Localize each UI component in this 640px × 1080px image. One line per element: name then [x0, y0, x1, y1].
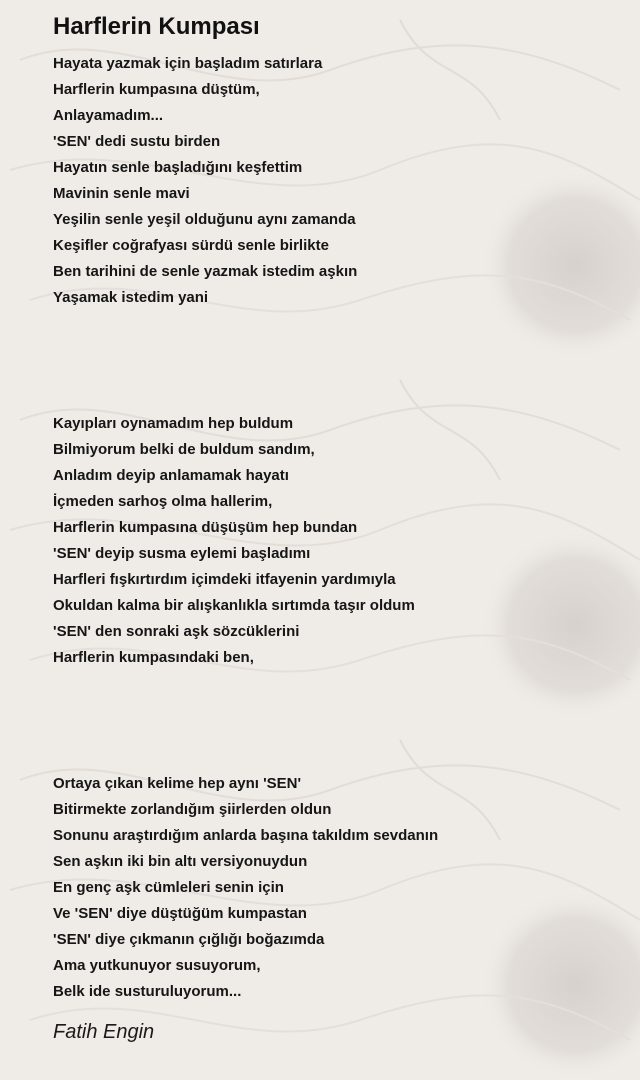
poem-line: Hayata yazmak için başladım satırlara — [53, 55, 323, 72]
poem-line: Keşifler coğrafyası sürdü senle birlikte — [53, 237, 329, 254]
poem-line: Kayıpları oynamadım hep buldum — [53, 415, 294, 432]
poem-line: 'SEN' deyip susma eylemi başladımı — [53, 545, 311, 562]
poem-line: Ama yutkunuyor susuyorum, — [53, 957, 261, 974]
poem-line: Bilmiyorum belki de buldum sandım, — [53, 441, 315, 458]
poem-line: Yaşamak istedim yani — [53, 289, 209, 306]
poem-line: İçmeden sarhoş olma hallerim, — [53, 493, 273, 510]
stanza-1 — [53, 51, 357, 311]
stanza-3 — [53, 771, 438, 1005]
poem-line: Anladım deyip anlamamak hayatı — [53, 467, 289, 484]
poem-line: Mavinin senle mavi — [53, 185, 190, 202]
poem-line: Belk ide susturuluyorum... — [53, 983, 242, 1000]
poem-line: En genç aşk cümleleri senin için — [53, 879, 284, 896]
stanza-2 — [53, 411, 415, 671]
poem-line: Harflerin kumpasındaki ben, — [53, 649, 254, 666]
poem-line: Ben tarihini de senle yazmak istedim aşkın — [53, 263, 358, 280]
poem-line: Sen aşkın iki bin altı versiyonuydun — [53, 853, 308, 870]
poem-line: Ortaya çıkan kelime hep aynı 'SEN' — [53, 775, 302, 792]
poem-title: Harflerin Kumpası — [53, 13, 260, 40]
poem-author: Fatih Engin — [53, 1021, 155, 1043]
poem-line: 'SEN' den sonraki aşk sözcüklerini — [53, 623, 300, 640]
poem-line: Harfleri fışkırtırdım içimdeki itfayenin yardımıyla — [53, 571, 396, 588]
poem-line: Sonunu araştırdığım anlarda başına takıldım sevdanın — [53, 827, 439, 844]
poem-line: Harflerin kumpasına düşüşüm hep bundan — [53, 519, 358, 536]
poem-line: Hayatın senle başladığını keşfettim — [53, 159, 303, 176]
poem-line: 'SEN' diye çıkmanın çığlığı boğazımda — [53, 931, 325, 948]
poem-line: Ve 'SEN' diye düştüğüm kumpastan — [53, 905, 307, 922]
poem-line: Harflerin kumpasına düştüm, — [53, 81, 260, 98]
poem-line: 'SEN' dedi sustu birden — [53, 133, 221, 150]
poem-line: Bitirmekte zorlandığım şiirlerden oldun — [53, 801, 332, 818]
poem-line: Anlayamadım... — [53, 107, 164, 124]
poem-line: Yeşilin senle yeşil olduğunu aynı zamanda — [53, 211, 356, 228]
poem-line: Okuldan kalma bir alışkanlıkla sırtımda taşır oldum — [53, 597, 415, 614]
